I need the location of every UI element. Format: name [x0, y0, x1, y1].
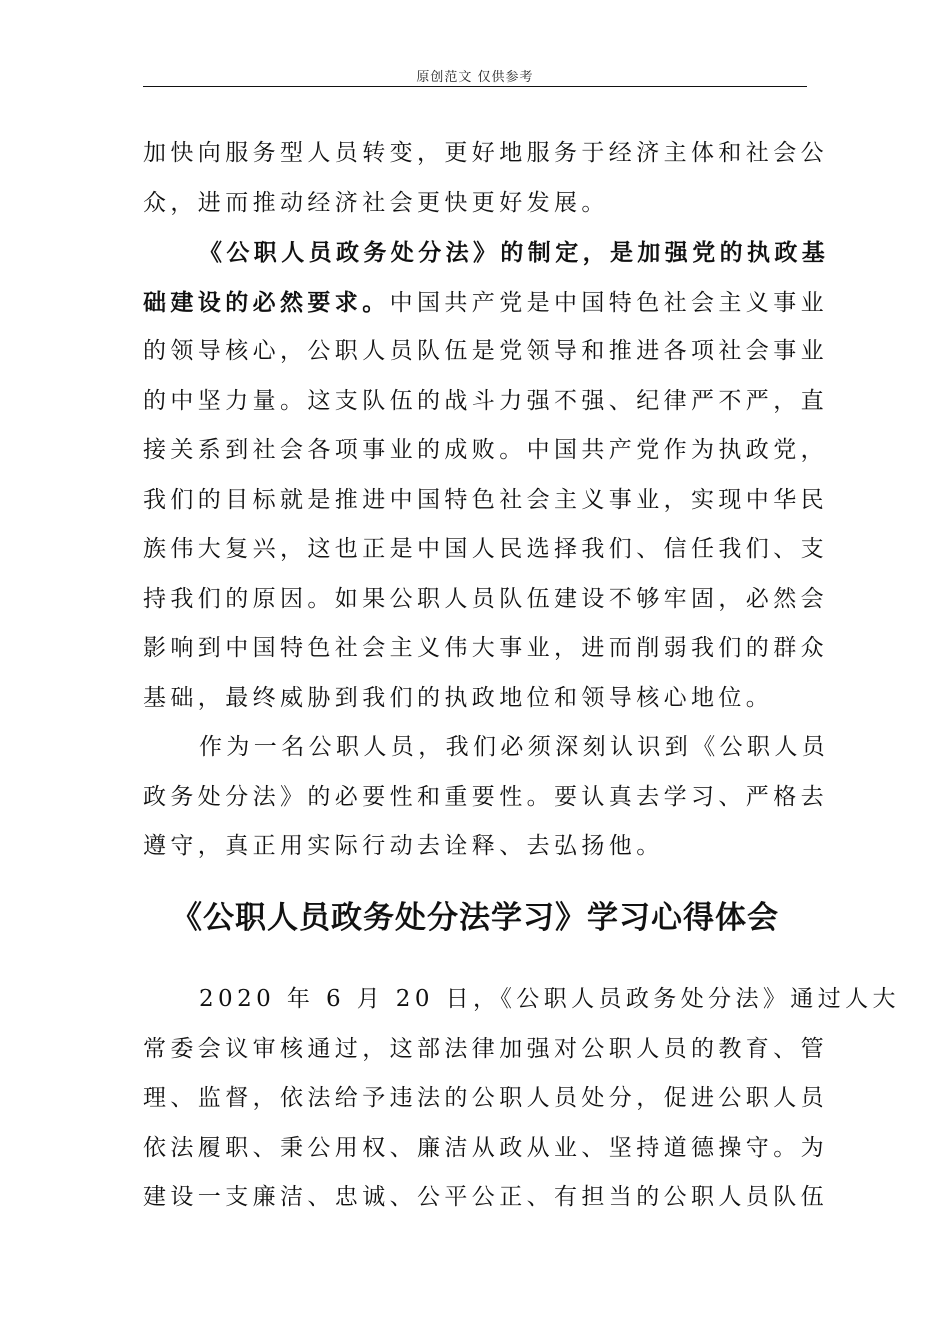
paragraph-line: 政务处分法》的必要性和重要性。要认真去学习、严格去	[143, 783, 828, 810]
section-1-body	[143, 129, 830, 872]
paragraph-line: 2020 年 6 月 20 日，《公职人员政务处分法》通过人大	[199, 986, 900, 1012]
page-header: 原创范文 仅供参考	[416, 70, 534, 85]
paragraph-line: 基础，最终威胁到我们的执政地位和领导核心地位。	[143, 684, 774, 711]
paragraph-line: 依法履职、秉公用权、廉洁从政从业、坚持道德操守。为	[143, 1134, 828, 1161]
paragraph-line: 接关系到社会各项事业的成败。中国共产党作为执政党，	[143, 437, 828, 463]
paragraph-line: 族伟大复兴，这也正是中国人民选择我们、信任我们、支	[143, 536, 828, 562]
paragraph-text: 中国共产党是中国特色社会主义事业	[389, 289, 829, 316]
section-heading: 《公职人员政务处分法学习》学习心得体会	[171, 900, 779, 936]
paragraph-line: 的中坚力量。这支队伍的战斗力强不强、纪律严不严，直	[143, 387, 828, 414]
paragraph-line: 常委会议审核通过，这部法律加强对公职人员的教育、管	[143, 1035, 828, 1062]
section-2-body	[143, 975, 900, 1223]
paragraph-line: 的领导核心，公职人员队伍是党领导和推进各项社会事业	[143, 338, 828, 364]
paragraph-line	[143, 278, 829, 328]
paragraph-line: 遵守，真正用实际行动去诠释、去弘扬他。	[143, 833, 664, 859]
bold-thesis-end: 础建设的必然要求。	[143, 288, 390, 316]
paragraph-line: 加快向服务型人员转变，更好地服务于经济主体和社会公	[143, 140, 828, 166]
paragraph-line: 建设一支廉洁、忠诚、公平公正、有担当的公职人员队伍	[143, 1184, 828, 1210]
paragraph-line: 影响到中国特色社会主义伟大事业，进而削弱我们的群众	[143, 635, 828, 661]
header-divider	[143, 86, 807, 87]
paragraph-line: 持我们的原因。如果公职人员队伍建设不够牢固，必然会	[143, 585, 828, 612]
paragraph-line: 作为一名公职人员，我们必须深刻认识到《公职人员	[199, 734, 830, 760]
paragraph-line: 我们的目标就是推进中国特色社会主义事业，实现中华民	[143, 486, 828, 513]
bold-thesis-line: 《公职人员政务处分法》的制定，是加强党的执政基	[199, 239, 830, 266]
paragraph-line: 理、监督，依法给予违法的公职人员处分，促进公职人员	[143, 1085, 828, 1111]
paragraph-line: 众，进而推动经济社会更快更好发展。	[143, 189, 609, 216]
